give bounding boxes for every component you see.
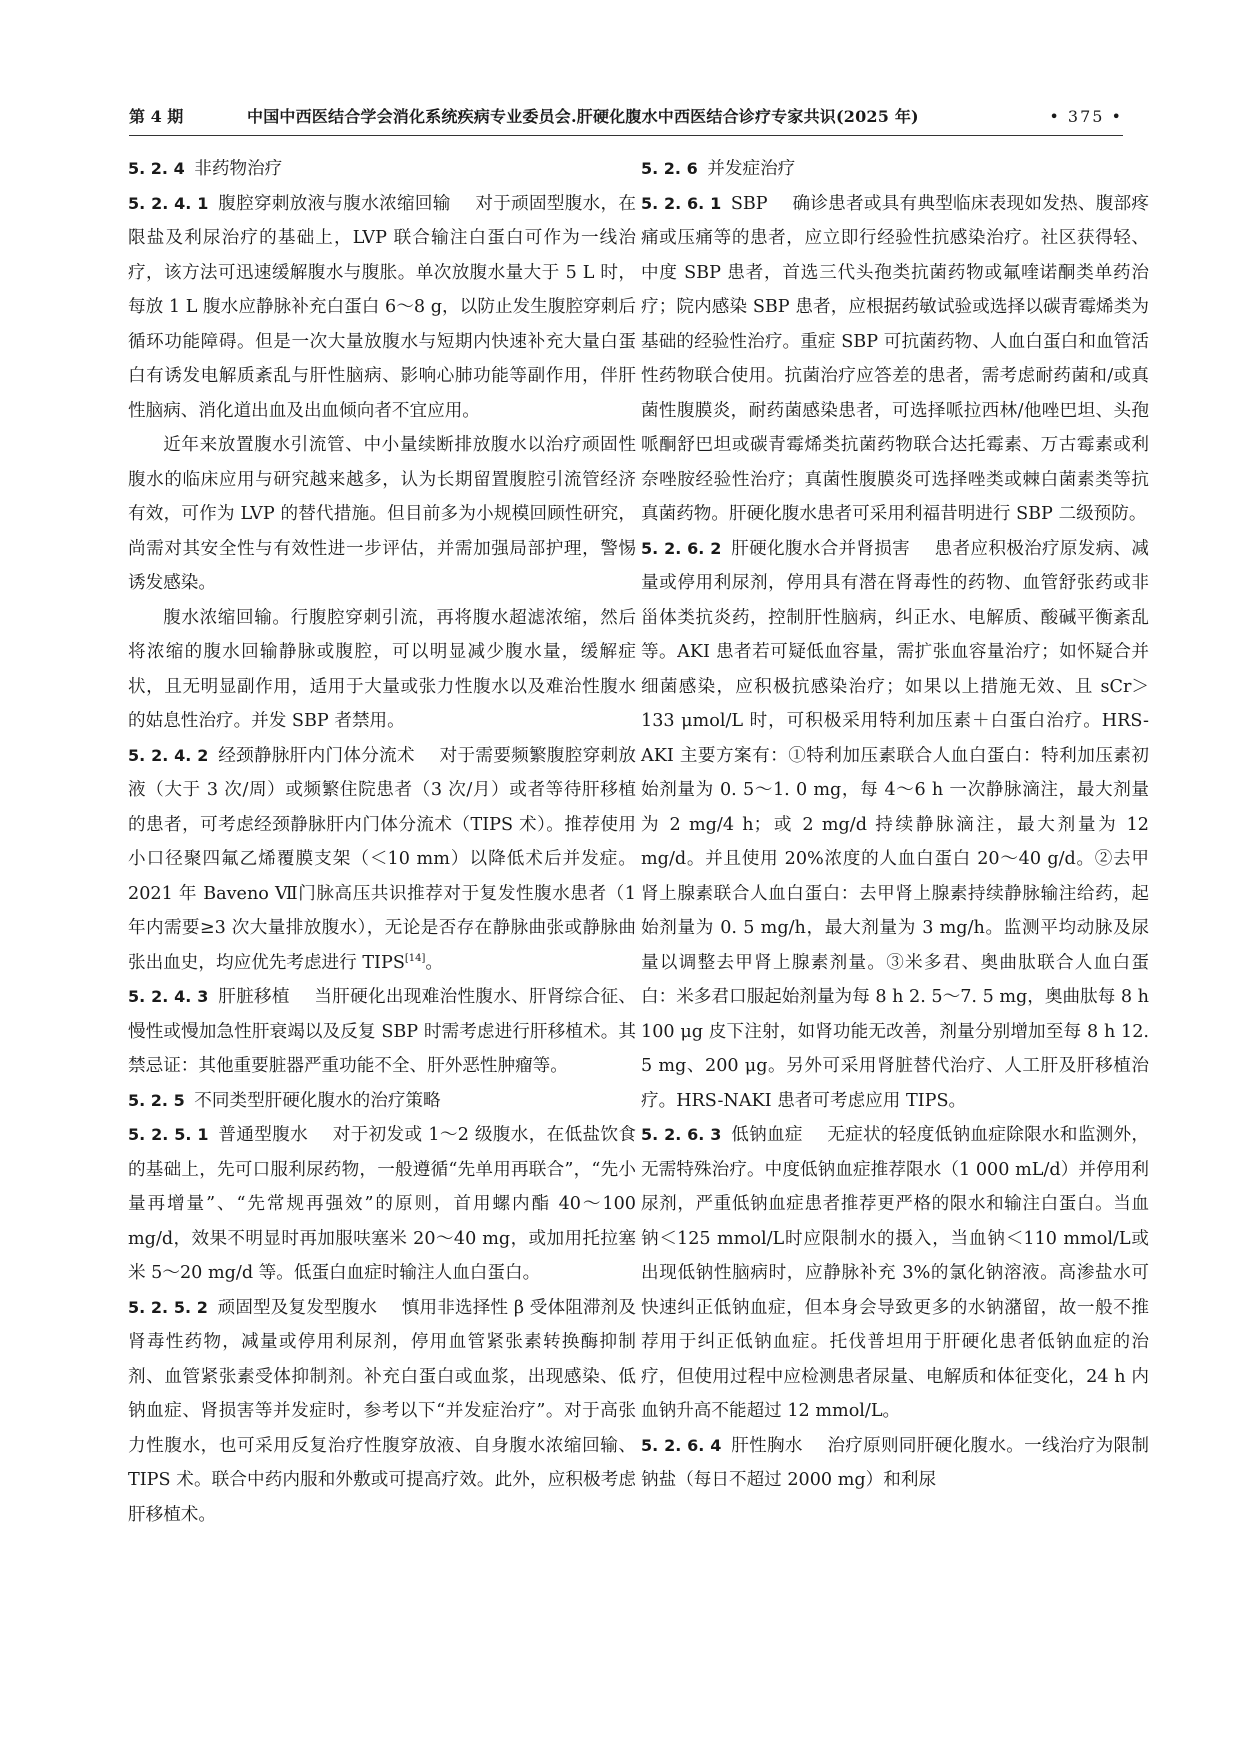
right-column <box>641 152 1149 1498</box>
section-heading: 5. 2. 6 并发症治疗 <box>641 159 796 179</box>
paragraph: 5. 2. 5. 2 顽固型及复发型腹水 慎用非选择性 β 受体阻滞剂及肾毒性药物，减量或停用利尿剂，停用血管紧张素转换酶抑制剂、血管紧张素受体抑制剂。补充白蛋白或血浆，出现感染、低钠血症、肾损害等并发症时，参考以下“并发症治疗”。对于高张力性腹水，也可采用反复治疗性腹穿放液、自身腹水浓缩回输、TIPS 术。联合中药内服和外敷或可提高疗效。此外，应积极考虑肝移植术。 <box>128 1297 636 1525</box>
section-heading: 5. 2. 5 不同类型肝硬化腹水的治疗策略 <box>128 1090 441 1111</box>
paragraph: 5. 2. 4. 2 经颈静脉肝内门体分流术 对于需要频繁腹腔穿刺放液（大于 3 次/周）或频繁住院患者（3 次/月）或者等待肝移植的患者，可考虑经颈静脉肝内门体分流术（TIPS 术）。推荐使用小口径聚四氟乙烯覆膜支架（＜10 mm）以降低术后并发症。2021 年 Baveno Ⅶ门脉高压共识推荐对于复发性腹水患者（1 年内需要≥3 次大量排放腹水），无论是否存在静脉曲张或静脉曲张出血史，均应优先考虑进行 TIPS[14]。 <box>128 745 636 973</box>
paragraph: 5. 2. 4. 1 腹腔穿刺放液与腹水浓缩回输 对于顽固型腹水，在限盐及利尿治疗的基础上，LVP 联合输注白蛋白可作为一线治疗，该方法可迅速缓解腹水与腹胀。单次放腹水量大于 5 L 时，每放 1 L 腹水应静脉补充白蛋白 6～8 g，以防止发生腹腔穿刺后循环功能障碍。但是一次大量放腹水与短期内快速补充大量白蛋白有诱发电解质紊乱与肝性脑病、影响心肺功能等副作用，伴肝性脑病、消化道出血及出血倾向者不宜应用。 <box>128 193 636 421</box>
paragraph: 5. 2. 6. 1 SBP 确诊患者或具有典型临床表现如发热、腹部疼痛或压痛等的患者，应立即行经验性抗感染治疗。社区获得轻、中度 SBP 患者，首选三代头孢类抗菌药物或氟喹诺酮类单药治疗；院内感染 SBP 患者，应根据药敏试验或选择以碳青霉烯类为基础的经验性治疗。重症 SBP 可抗菌药物、人血白蛋白和血管活性药物联合使用。抗菌治疗应答差的患者，需考虑耐药菌和/或真菌性腹膜炎，耐药菌感染患者，可选择哌拉西林/他唑巴坦、头孢哌酮舒巴坦或碳青霉烯类抗菌药物联合达托霉素、万古霉素或利奈唑胺经验性治疗；真菌性腹膜炎可选择唑类或棘白菌素类等抗真菌药物。肝硬化腹水患者可采用利福昔明进行 SBP 二级预防。 <box>641 193 1149 524</box>
paragraph: 近年来放置腹水引流管、中小量续断排放腹水以治疗顽固性腹水的临床应用与研究越来越多，认为长期留置腹腔引流管经济有效，可作为 LVP 的替代措施。但目前多为小规模回顾性研究，尚需对其安全性与有效性进一步评估，并需加强局部护理，警惕诱发感染。 <box>128 435 636 593</box>
paragraph: 5. 2. 6. 4 肝性胸水 治疗原则同肝硬化腹水。一线治疗为限制钠盐（每日不超过 2000 mg）和利尿 <box>641 1435 1149 1490</box>
paragraph: 5. 2. 6. 3 低钠血症 无症状的轻度低钠血症除限水和监测外，无需特殊治疗。中度低钠血症推荐限水（1 000 mL/d）并停用利尿剂，严重低钠血症患者推荐更严格的限水和输注白蛋白。当血钠＜125 mmol/L时应限制水的摄入，当血钠＜110 mmol/L或出现低钠性脑病时，应静脉补充 3%的氯化钠溶液。高渗盐水可快速纠正低钠血症，但本身会导致更多的水钠潴留，故一般不推荐用于纠正低钠血症。托伐普坦用于肝硬化患者低钠血症的治疗，但使用过程中应检测患者尿量、电解质和体征变化，24 h 内血钠升高不能超过 12 mmol/L。 <box>641 1125 1149 1421</box>
citation-ref: [14] <box>404 952 426 964</box>
paragraph: 腹水浓缩回输。行腹腔穿刺引流，再将腹水超滤浓缩，然后将浓缩的腹水回输静脉或腹腔，可以明显减少腹水量，缓解症状，且无明显副作用，适用于大量或张力性腹水以及难治性腹水的姑息性治疗。并发 SBP 者禁用。 <box>128 607 636 731</box>
paragraph: 5. 2. 5. 1 普通型腹水 对于初发或 1～2 级腹水，在低盐饮食的基础上，先可口服利尿药物，一般遵循“先单用再联合”，“先小量再增量”、“先常规再强效”的原则，首用螺内酯 40～100 mg/d，效果不明显时再加服呋塞米 20～40 mg，或加用托拉塞米 5～20 mg/d 等。低蛋白血症时输注人血白蛋白。 <box>128 1125 636 1283</box>
page-header <box>129 100 1123 136</box>
paragraph: 5. 2. 4. 3 肝脏移植 当肝硬化出现难治性腹水、肝肾综合征、慢性或慢加急性肝衰竭以及反复 SBP 时需考虑进行肝移植术。其禁忌证：其他重要脏器严重功能不全、肝外恶性肿瘤等。 <box>128 987 636 1076</box>
paragraph: 5. 2. 6. 2 肝硬化腹水合并肾损害 患者应积极治疗原发病、减量或停用利尿剂，停用具有潜在肾毒性的药物、血管舒张药或非甾体类抗炎药，控制肝性脑病，纠正水、电解质、酸碱平衡紊乱等。AKI 患者若可疑低血容量，需扩张血容量治疗；如怀疑合并细菌感染，应积极抗感染治疗；如果以上措施无效、且 sCr＞133 μmol/L 时，可积极采用特利加压素＋白蛋白治疗。HRS-AKI 主要方案有：①特利加压素联合人血白蛋白：特利加压素初始剂量为 0. 5～1. 0 mg，每 4～6 h 一次静脉滴注，最大剂量为 2 mg/4 h；或 2 mg/d 持续静脉滴注，最大剂量为 12 mg/d。并且使用 20%浓度的人血白蛋白 20～40 g/d。②去甲肾上腺素联合人血白蛋白：去甲肾上腺素持续静脉输注给药，起始剂量为 0. 5 mg/h，最大剂量为 3 mg/h。监测平均动脉及尿量以调整去甲肾上腺素剂量。③米多君、奥曲肽联合人血白蛋白：米多君口服起始剂量为每 8 h 2. 5～7. 5 mg，奥曲肽每 8 h 100 μg 皮下注射，如肾功能无改善，剂量分别增加至每 8 h 12. 5 mg、200 μg。另外可采用肾脏替代治疗、人工肝及肝移植治疗。HRS-NAKI 患者可考虑应用 TIPS。 <box>641 538 1149 1111</box>
journal-issue: 第 4 期 <box>129 107 184 126</box>
section-heading: 5. 2. 4 非药物治疗 <box>128 159 283 179</box>
running-title: 中国中西医结合学会消化系统疾病专业委员会.肝硬化腹水中西医结合诊疗专家共识(2025 年) <box>247 107 919 126</box>
page-number: • 375 • <box>1049 107 1123 126</box>
left-column <box>128 152 636 1532</box>
